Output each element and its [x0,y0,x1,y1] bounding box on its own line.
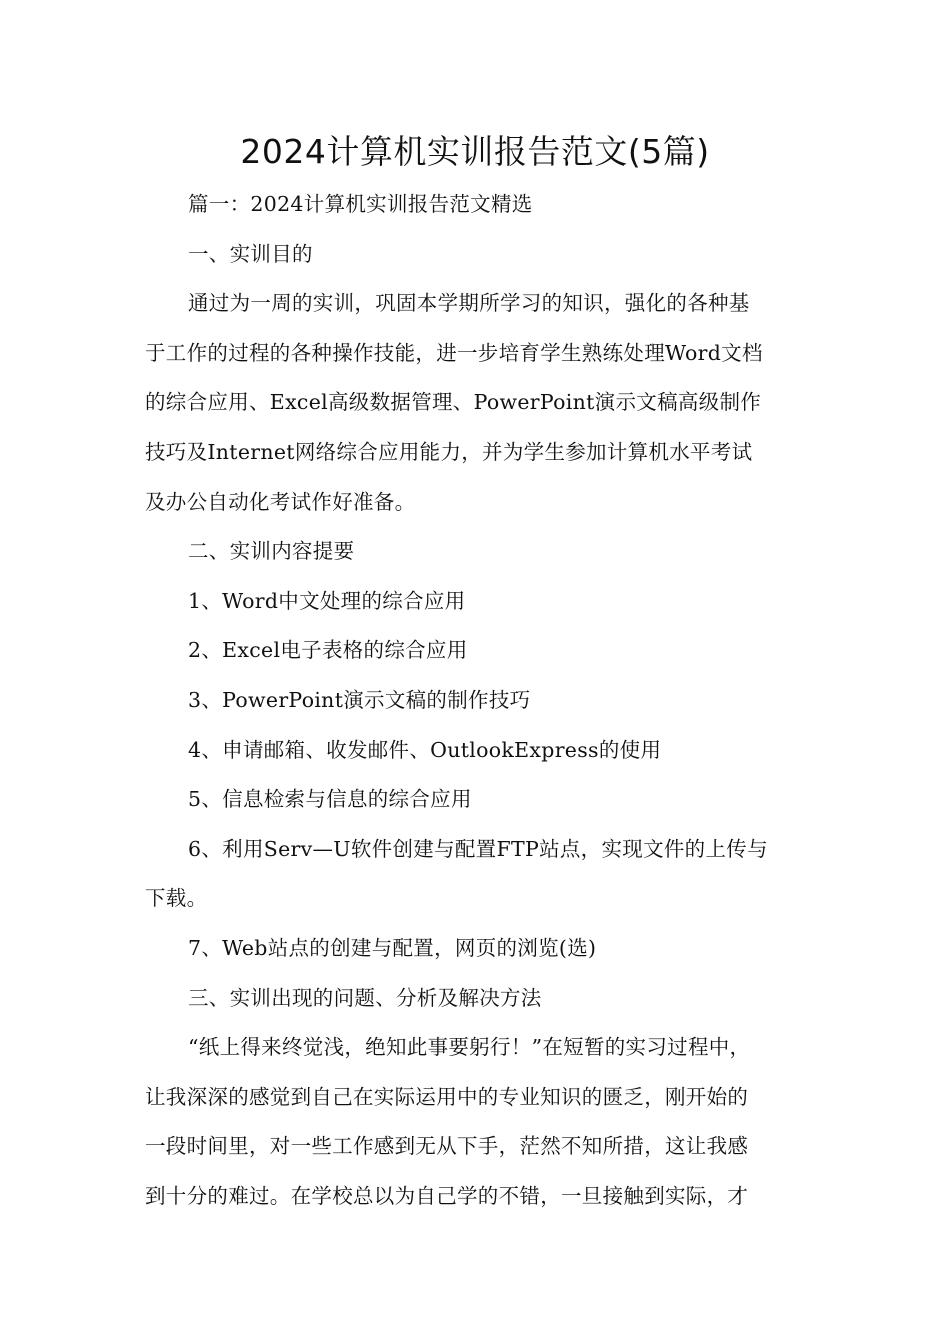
list-item: 7、Web站点的创建与配置，网页的浏览(选) [188,935,597,960]
section-heading-problems: 三、实训出现的问题、分析及解决方法 [188,985,542,1010]
paragraph-line: 让我深深的感觉到自己在实际运用中的专业知识的匮乏，刚开始的 [145,1084,749,1109]
list-item: 4、申请邮箱、收发邮件、OutlookExpress的使用 [188,737,662,762]
paragraph-line: 于工作的过程的各种操作技能，进一步培育学生熟练处理Word文档 [145,340,763,365]
paragraph-line: 通过为一周的实训，巩固本学期所学习的知识，强化的各种基 [188,291,750,316]
paragraph-line: “纸上得来终觉浅，绝知此事要躬行！”在短暂的实习过程中， [188,1035,751,1060]
list-item: 3、PowerPoint演示文稿的制作技巧 [188,687,531,712]
list-item: 2、Excel电子表格的综合应用 [188,638,468,663]
section-heading-purpose: 一、实训目的 [188,241,313,266]
list-item: 6、利用Serv—U软件创建与配置FTP站点，实现文件的上传与 [188,836,768,861]
paragraph-line: 一段时间里，对一些工作感到无从下手，茫然不知所措，这让我感 [145,1134,749,1159]
paragraph-line: 及办公自动化考试作好准备。 [145,489,416,514]
paragraph-line: 的综合应用、Excel高级数据管理、PowerPoint演示文稿高级制作 [145,390,762,415]
section-heading-part-one: 篇一：2024计算机实训报告范文精选 [188,192,533,216]
document-body [145,180,807,1221]
section-heading-content: 二、实训内容提要 [188,539,355,564]
list-item-continuation: 下载。 [145,886,208,911]
paragraph-line: 到十分的难过。在学校总以为自己学的不错，一旦接触到实际，才 [145,1183,749,1208]
list-item: 1、Word中文处理的综合应用 [188,588,466,613]
document-title: 2024计算机实训报告范文(5篇) [240,132,710,171]
paragraph-line: 技巧及Internet网络综合应用能力，并为学生参加计算机水平考试 [145,439,753,464]
list-item: 5、信息检索与信息的综合应用 [188,787,472,812]
